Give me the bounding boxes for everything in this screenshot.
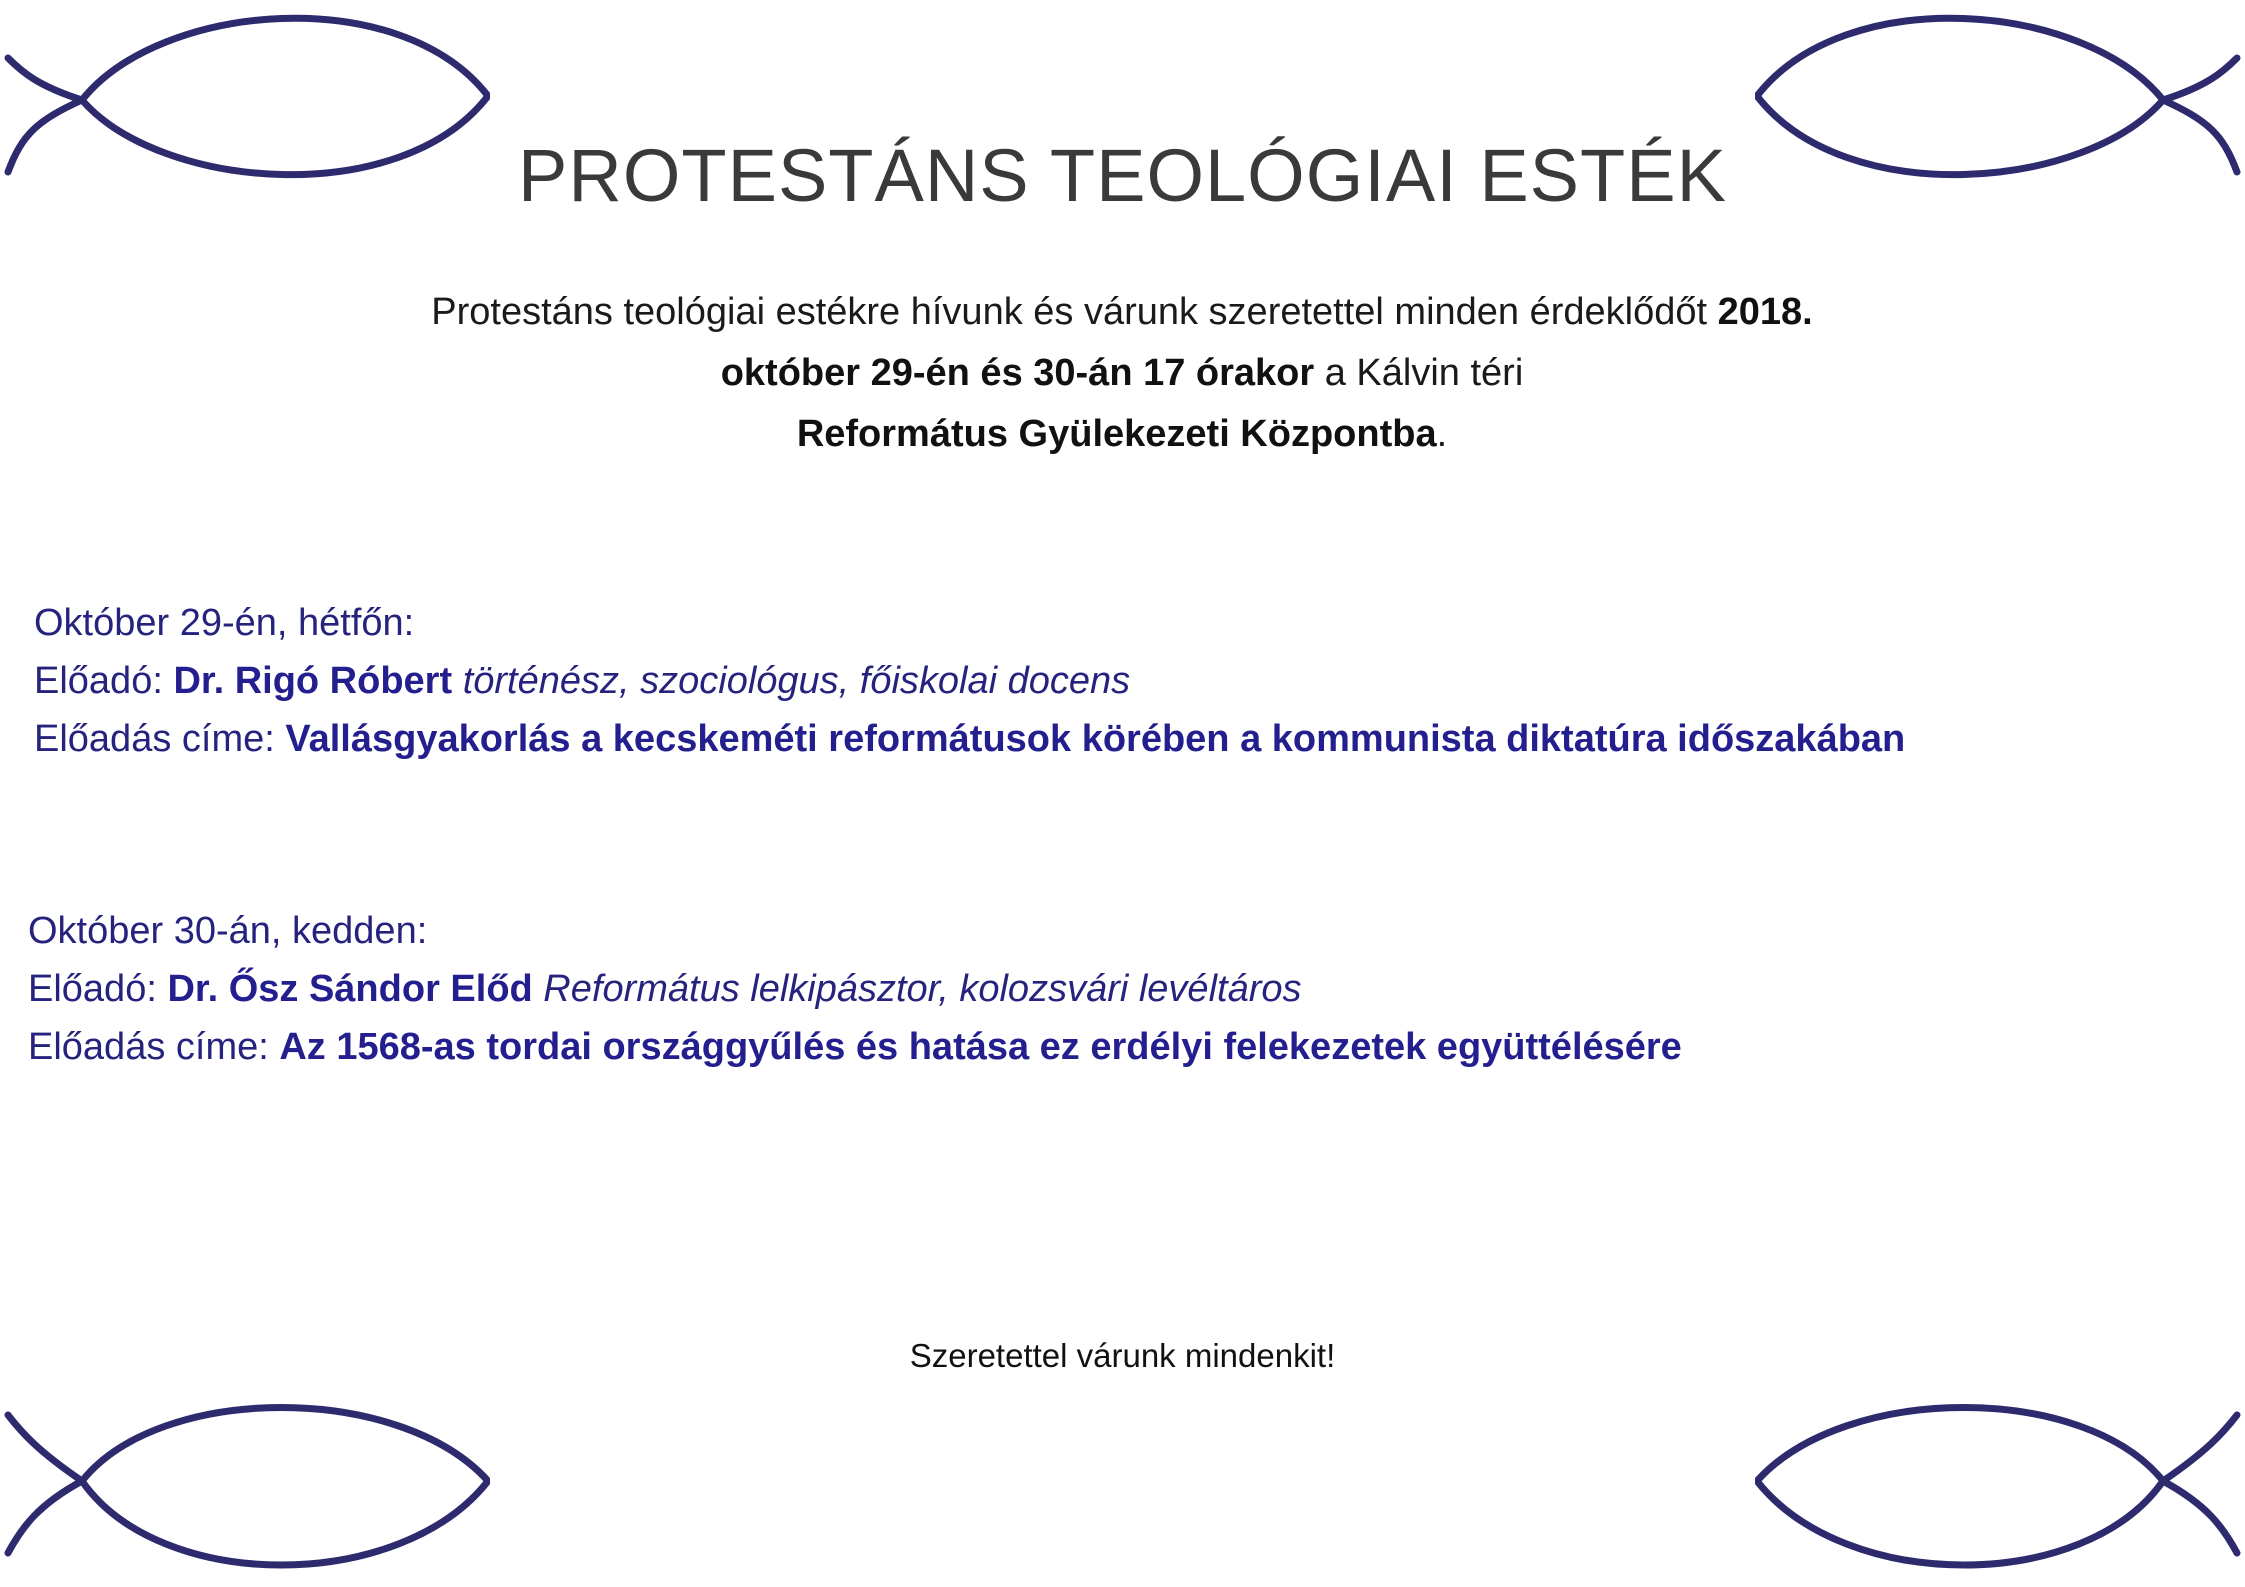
speaker-name: Dr. Rigó Róbert [173,660,453,702]
page-title: PROTESTÁNS TEOLÓGIAI ESTÉK [518,134,1727,217]
intro-venue: Református Gyülekezeti Központba [796,413,1437,455]
event-date: Október 29-én, hétfőn: [34,602,415,644]
speaker-name: Dr. Ősz Sándor Előd [167,968,533,1010]
intro-text-3: . [1436,413,1448,455]
event-speaker-line [28,960,1682,1018]
event-speaker-line [34,652,1905,710]
intro-text-1: Protestáns teológiai estékre hívunk és várunk szeretettel minden érdeklődőt [431,291,1718,333]
event-title-line [34,710,1905,768]
speaker-role: történész, szociológus, főiskolai docens [452,660,1131,702]
talk-title-label: Előadás címe: [28,1026,280,1068]
intro-date-time: 2018. október 29-én és 30-án 17 órakor [720,291,1813,394]
closing-text: Szeretettel várunk mindenkit! [909,1337,1336,1374]
intro-paragraph [372,282,1872,465]
event-title-line [28,1018,1682,1076]
talk-title: Vallásgyakorlás a kecskeméti reformátusok körében a kommunista diktatúra időszakában [285,718,1906,760]
fish-icon-bottom-right [1755,1393,2245,1583]
event-block-1 [34,594,1905,768]
speaker-label: Előadó: [34,660,174,702]
speaker-role: Református lelkipásztor, kolozsvári levéltáros [532,968,1302,1010]
event-block-2 [28,902,1682,1076]
fish-icon-bottom-left [0,1393,490,1583]
event-date: Október 30-án, kedden: [28,910,428,952]
intro-text-2: a Kálvin téri [1314,352,1524,394]
talk-title: Az 1568-as tordai országgyűlés és hatása ez erdélyi felekezetek együttélésére [279,1026,1682,1068]
speaker-label: Előadó: [28,968,168,1010]
talk-title-label: Előadás címe: [34,718,286,760]
